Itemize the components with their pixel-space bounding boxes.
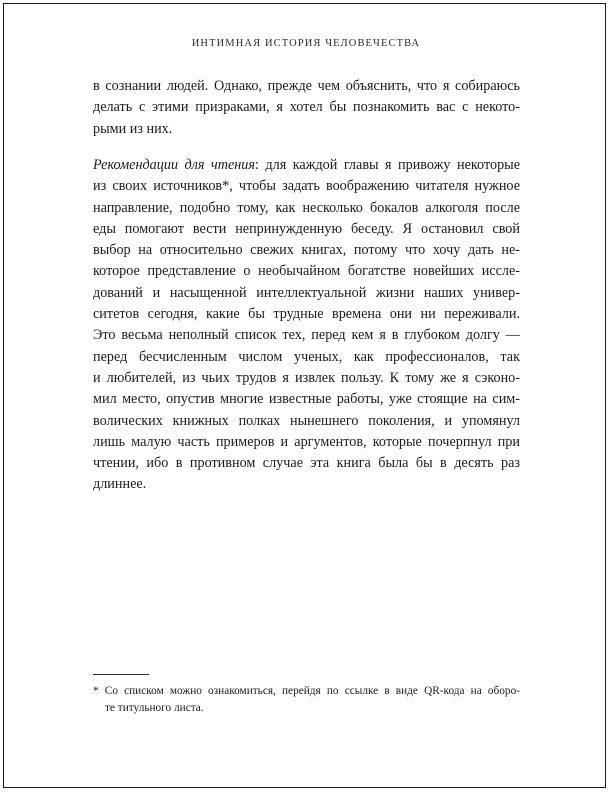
footnote [93, 683, 520, 717]
text-line: Это весьма неполный список тех, перед кем я в глубоком долгу — [93, 327, 520, 344]
lead-rest: : для каждой главы я привожу некоторые [254, 157, 520, 173]
text-line: из своих источников*, чтобы задать воображению читателя нужное [93, 178, 520, 195]
footnote-line: те титульного листа. [105, 702, 204, 714]
text-line: которое представление о необычайном богатстве новейших иссле- [93, 263, 520, 280]
text-line: длиннее. [93, 476, 147, 493]
italic-heading: Рекомендации для чтения [93, 157, 255, 173]
text-line: выбор на относительно свежих книгах, потому что хочу дать не- [93, 242, 520, 259]
text-line: перед бесчисленным числом ученых, как профессионалов, так [93, 348, 520, 365]
text-line: волических книжных полках нынешнего поколения, и упомянул [93, 412, 520, 429]
text-line: ситетов сегодня, какие бы трудные времена они ни переживали. [93, 306, 520, 323]
text-line: делать с этими призраками, я хотел бы познакомить вас с некото- [93, 99, 520, 116]
text-line: и любителей, из чьих трудов я извлек пользу. К тому же я сэконо- [93, 369, 520, 386]
text-line-lead [93, 155, 520, 176]
text-line: мил место, опустив многие известные работы, уже стоящие на сим- [93, 391, 520, 408]
text-line: в сознании людей. Однако, прежде чем объяснить, что я собираюсь [93, 78, 520, 94]
text-line: лишь малую часть примеров и аргументов, которые почерпнул при [93, 433, 520, 450]
text-line: чтении, ибо в противном случае эта книга была бы в десять раз [93, 455, 520, 472]
footnote-divider [93, 674, 149, 675]
paragraph-2 [93, 155, 520, 496]
text-line: рыми из них. [93, 120, 173, 137]
text-line: еды помогают вести непринужденную беседу. Я остановил свой [93, 220, 520, 237]
footnote-line: * Со списком можно ознакомиться, перейдя по ссылке в виде QR-кода на оборо- [93, 685, 520, 697]
text-line: дований и насыщенной интеллектуальной жизни наших универ- [93, 284, 520, 301]
text-line: направление, подобно тому, как несколько бокалов алкоголя после [93, 199, 520, 216]
paragraph-1 [93, 76, 520, 140]
running-head: ИНТИМНАЯ ИСТОРИЯ ЧЕЛОВЕЧЕСТВА [191, 38, 421, 49]
